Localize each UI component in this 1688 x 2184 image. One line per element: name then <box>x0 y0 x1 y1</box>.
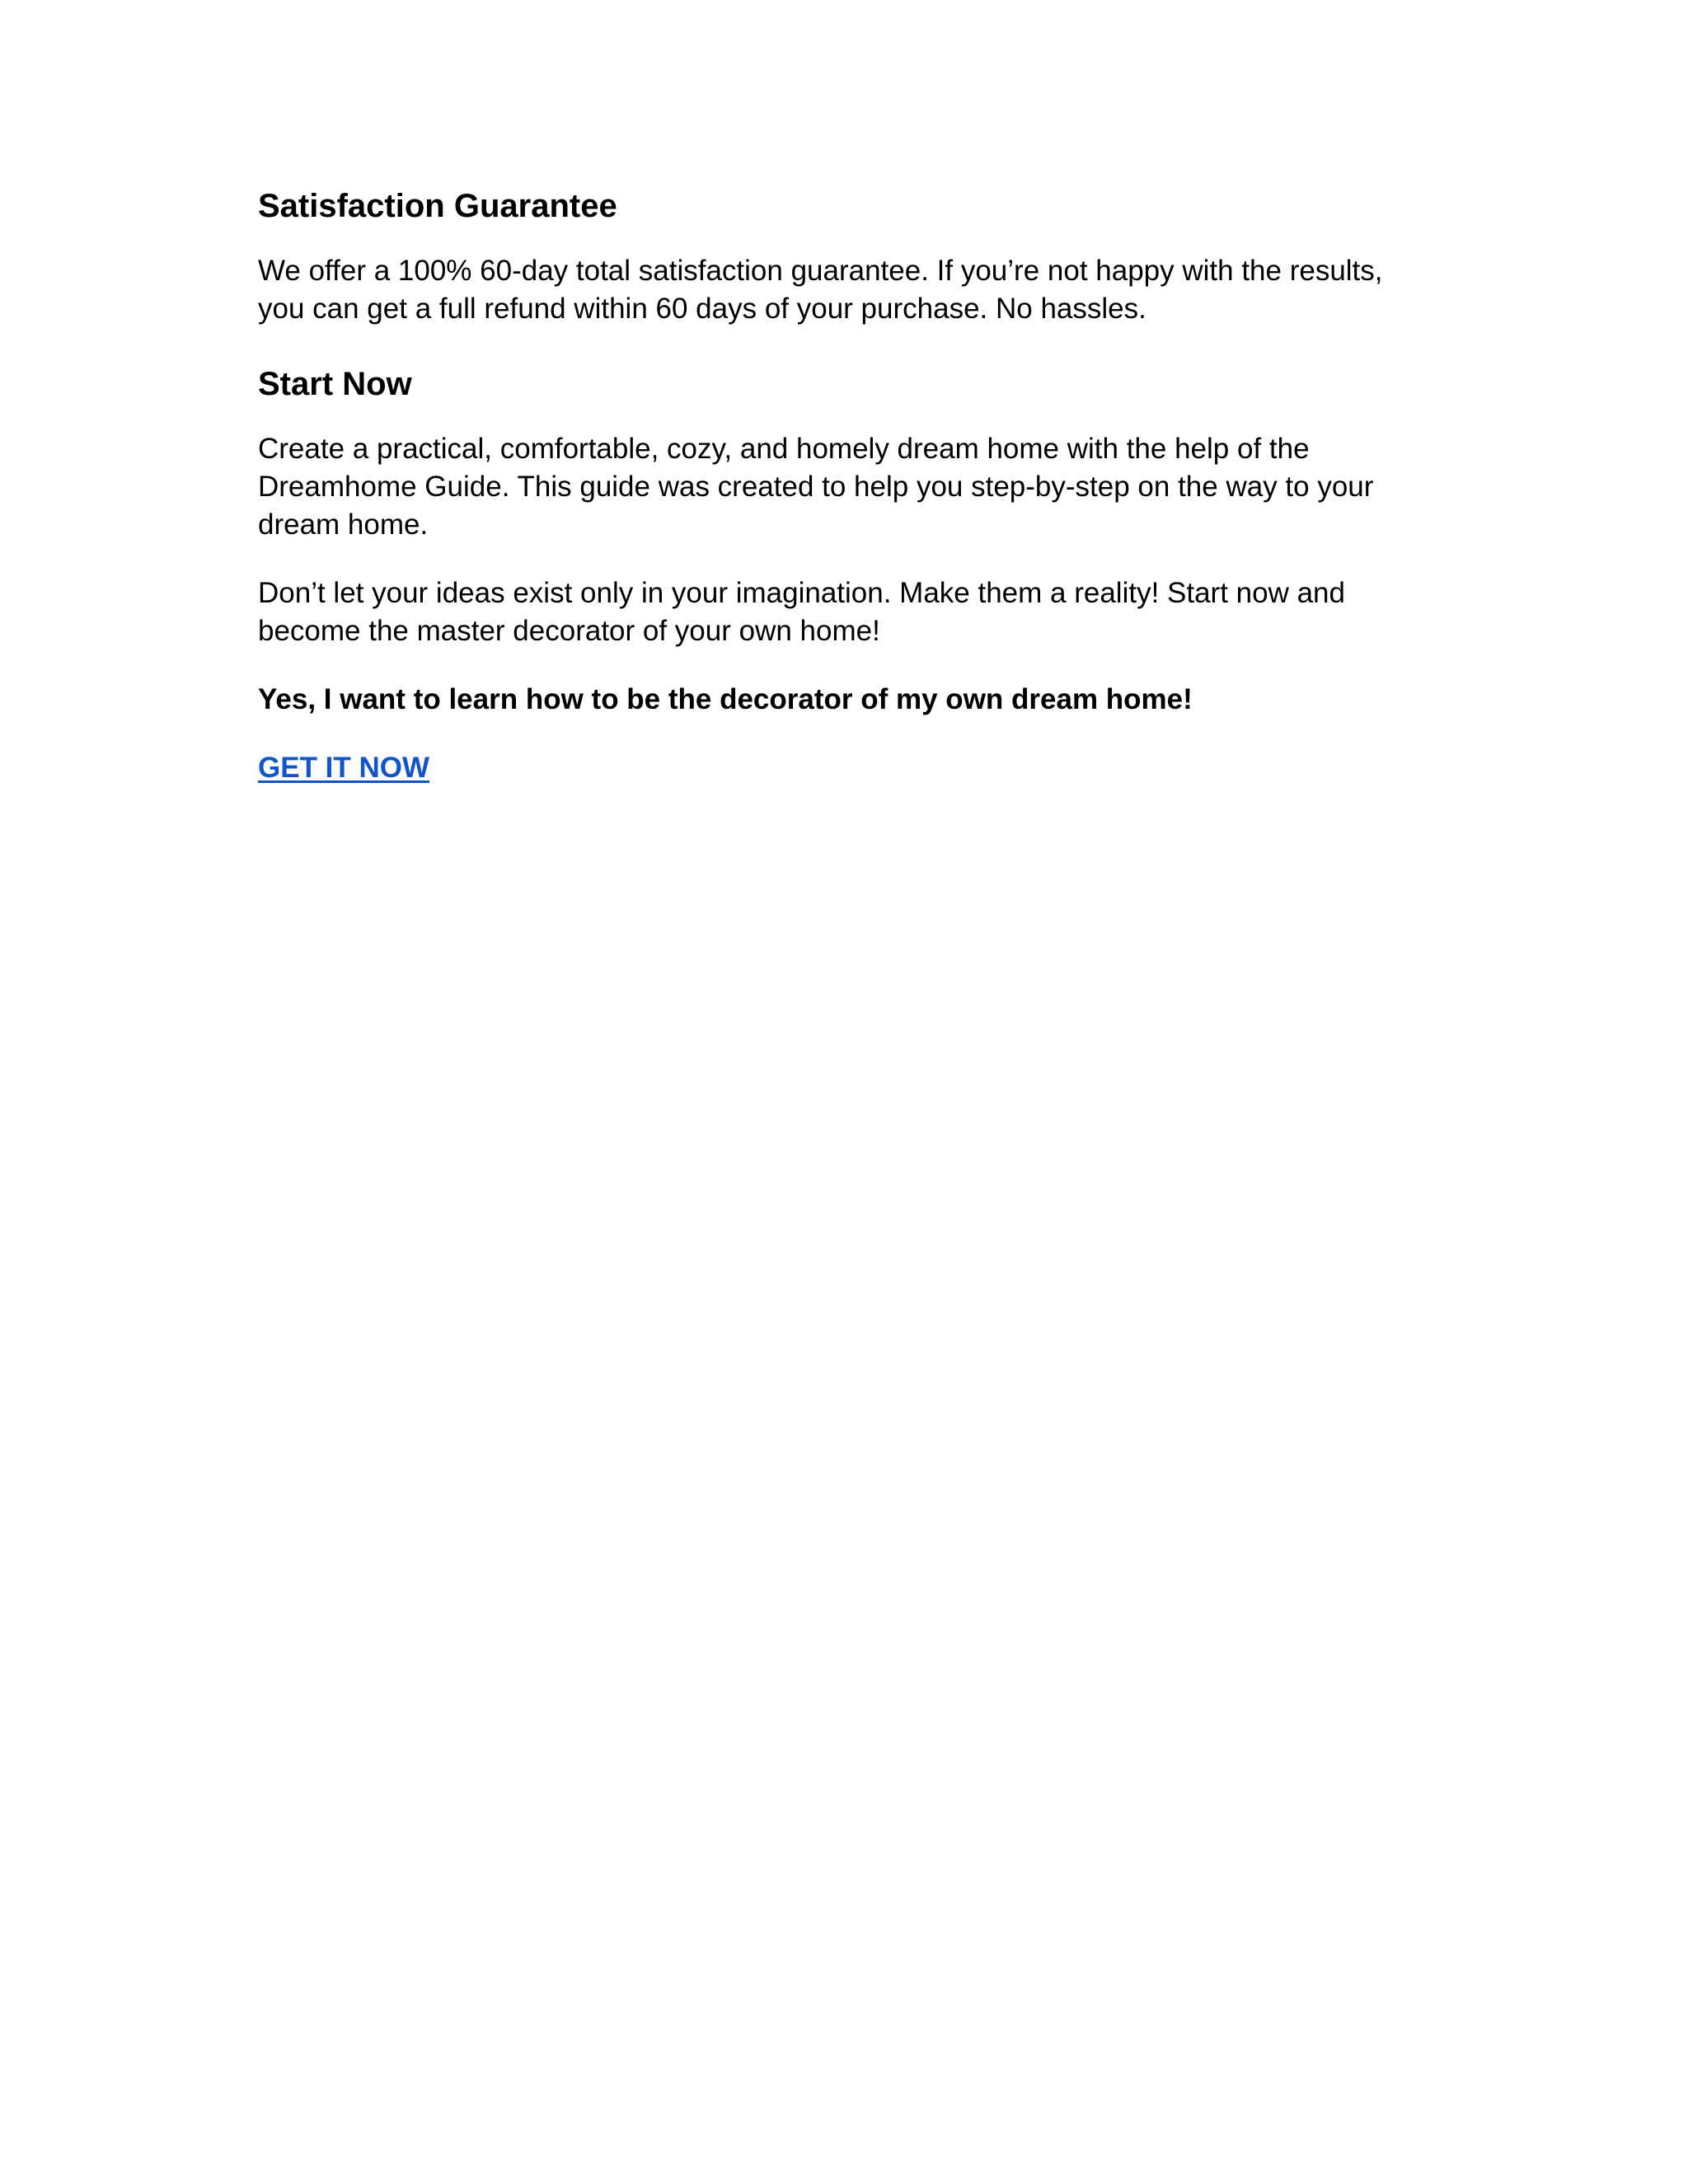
create-home-paragraph: Create a practical, comfortable, cozy, and homely dream home with the help of the Dreamhome Guide. This guide was created to help you step-by-step on the way to your dream home. <box>258 433 1374 541</box>
document-body <box>258 181 1437 787</box>
dont-let-ideas-paragraph: Don’t let your ideas exist only in your imagination. Make them a reality! Start now and become the master decorator of your own home! <box>258 577 1345 647</box>
guarantee-paragraph: We offer a 100% 60-day total satisfaction guarantee. If you’re not happy with the results, you can get a full refund within 60 days of your purchase. No hassles. <box>258 255 1383 325</box>
call-to-action-statement: Yes, I want to learn how to be the decorator of my own dream home! <box>258 683 1193 715</box>
get-it-now-link[interactable]: GET IT NOW <box>258 752 430 784</box>
satisfaction-guarantee-heading: Satisfaction Guarantee <box>258 188 617 224</box>
cta-paragraph <box>258 749 1437 787</box>
start-now-heading: Start Now <box>258 366 412 402</box>
